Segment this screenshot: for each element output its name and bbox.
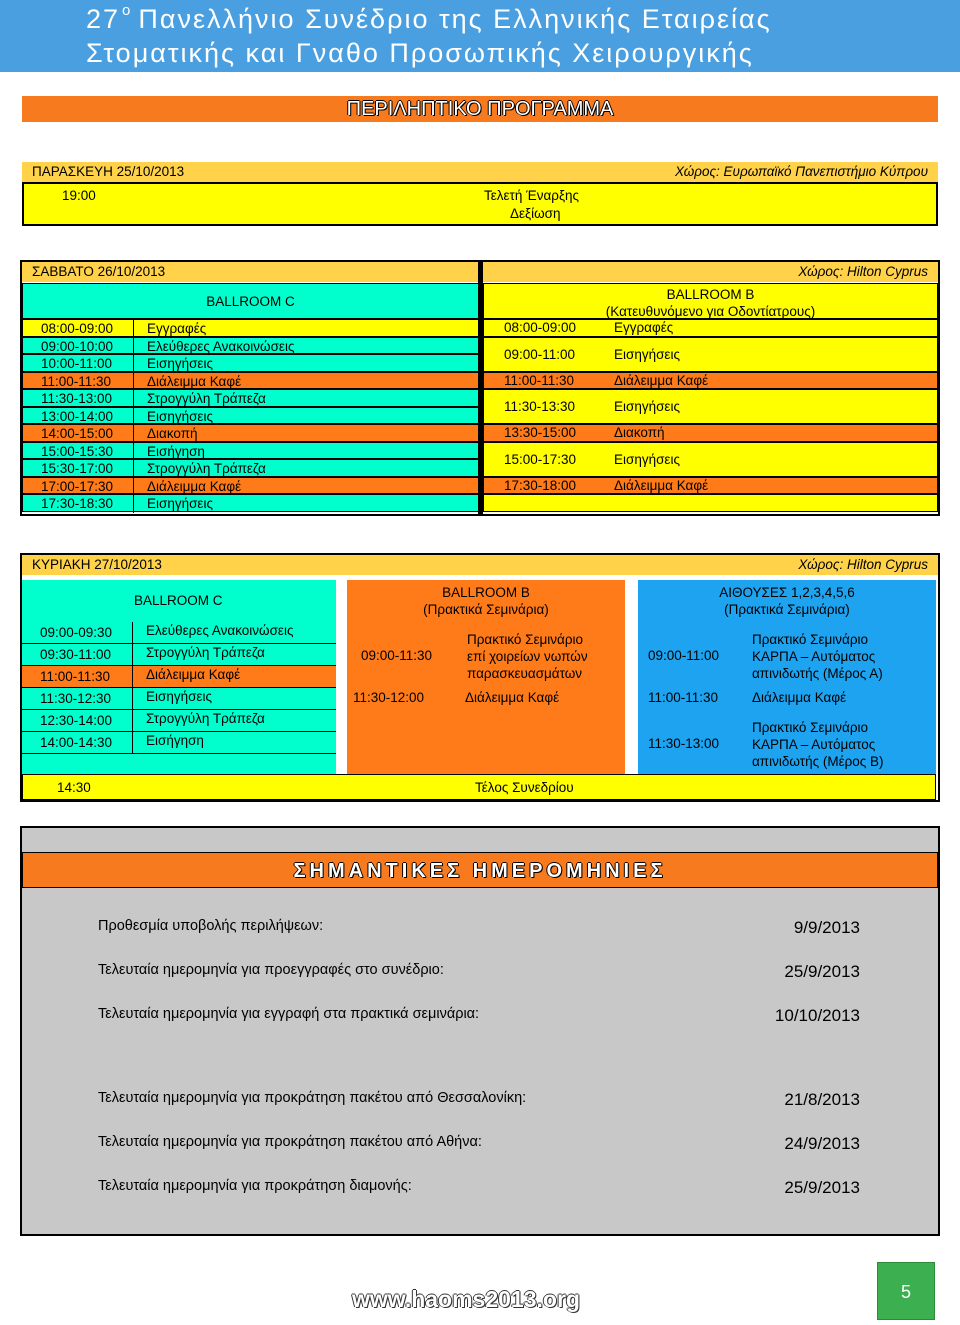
sunday-col2-time: 09:00-11:30 bbox=[361, 648, 433, 663]
sunday-col3-seminar2-line3: απινιδωτής (Μέρος Β) bbox=[752, 754, 884, 769]
deadline-date: 24/9/2013 bbox=[784, 1134, 860, 1153]
row-label: Διάλειμμα Καφέ bbox=[146, 667, 241, 682]
sunday-col2-break-time: 11:30-12:00 bbox=[353, 690, 425, 705]
row-label: Διάλειμμα Καφέ bbox=[147, 478, 242, 494]
row-time: 14:00-14:30 bbox=[40, 735, 113, 750]
sunday-frame bbox=[20, 553, 940, 802]
row-time: 10:00-11:00 bbox=[41, 356, 113, 371]
row-time: 17:30-18:30 bbox=[41, 496, 114, 511]
sunday-col2-seminar-line3: παρασκευασμάτων bbox=[467, 666, 583, 681]
row-time: 09:00-11:00 bbox=[504, 346, 576, 362]
deadline-label: Τελευταία ημερομηνία για προκράτηση πακέτου από Θεσσαλονίκη: bbox=[98, 1090, 527, 1106]
saturday-date: ΣΑΒΒΑΤΟ 26/10/2013 bbox=[32, 264, 166, 279]
friday-time: 19:00 bbox=[62, 188, 96, 203]
deadline-label: Τελευταία ημερομηνία για εγγραφή στα πρακτικά σεμινάρια: bbox=[98, 1006, 480, 1022]
row-time: 15:00-15:30 bbox=[41, 443, 114, 459]
row-time: 12:30-14:00 bbox=[40, 713, 113, 728]
sunday-col3-break-label: Διάλειμμα Καφέ bbox=[752, 690, 847, 705]
row-label: Ελεύθερες Ανακοινώσεις bbox=[147, 338, 295, 354]
row-time: 14:00-15:00 bbox=[41, 426, 114, 441]
row-label: Στρογγύλη Τράπεζα bbox=[147, 391, 266, 406]
row-time: 11:00-11:30 bbox=[41, 373, 112, 389]
row-time: 11:00-11:30 bbox=[504, 372, 575, 388]
sunday-col3-subtitle: (Πρακτικά Σεμινάρια) bbox=[724, 602, 850, 617]
sunday-ballroom-c-header: BALLROOM C bbox=[22, 580, 336, 622]
deadline-date: 25/9/2013 bbox=[784, 1178, 860, 1197]
sunday-col3-seminar1-line2: ΚΑΡΠΑ – Αυτόματος bbox=[752, 649, 876, 664]
row-label: Στρογγύλη Τράπεζα bbox=[147, 461, 266, 476]
row-time: 09:00-10:00 bbox=[41, 338, 114, 354]
row-label: Διάλειμμα Καφέ bbox=[614, 372, 709, 388]
deadline-date: 9/9/2013 bbox=[793, 918, 860, 937]
row-time: 13:00-14:00 bbox=[41, 408, 114, 424]
row-time: 08:00-09:00 bbox=[41, 321, 114, 336]
sunday-venue: Χώρος: Hilton Cyprus bbox=[798, 557, 928, 572]
row-label: Εισήγηση bbox=[147, 443, 205, 459]
sunday-end-time: 14:30 bbox=[57, 780, 91, 795]
ballroom-b-subtitle: (Κατευθυνόμενο για Οδοντίατρους) bbox=[605, 304, 816, 319]
sunday-date: ΚΥΡΙΑΚΗ 27/10/2013 bbox=[32, 557, 162, 572]
row-time: 11:30-12:30 bbox=[40, 691, 112, 706]
row-label: Εισήγηση bbox=[146, 733, 204, 748]
row-label: Εισηγήσεις bbox=[147, 408, 213, 424]
friday-date: ΠΑΡΑΣΚΕΥΗ 25/10/2013 bbox=[32, 164, 185, 179]
row-label: Εισηγήσεις bbox=[614, 346, 680, 362]
row-label: Διακοπή bbox=[147, 426, 198, 441]
banner-line-2: Στοματικής και Γναθο Προσωπικής Χειρουργικής bbox=[86, 38, 754, 68]
row-label: Διάλειμμα Καφέ bbox=[147, 373, 242, 389]
sunday-col3-seminar2-line1: Πρακτικό Σεμινάριο bbox=[752, 720, 869, 735]
sunday-col2-break-label: Διάλειμμα Καφέ bbox=[465, 690, 560, 705]
sunday-col2-seminar-line1: Πρακτικό Σεμινάριο bbox=[467, 632, 584, 647]
ballroom-b-title: BALLROOM B bbox=[666, 287, 755, 302]
deadline-label: Τελευταία ημερομηνία για προκράτηση διαμονής: bbox=[98, 1178, 412, 1194]
important-dates-title: ΣΗΜΑΝΤΙΚΕΣ ΗΜΕΡΟΜΗΝΙΕΣ bbox=[22, 852, 938, 888]
friday-header bbox=[22, 162, 938, 182]
row-label: Εγγραφές bbox=[147, 321, 207, 336]
row-label: Διάλειμμα Καφέ bbox=[614, 477, 709, 493]
sunday-col2-seminar-line2: επί χοιρείων νωπών bbox=[467, 649, 588, 664]
saturday-ballroom-c-header: BALLROOM C bbox=[22, 283, 479, 319]
page-number-badge: 5 bbox=[877, 1262, 935, 1320]
row-label: Εισηγήσεις bbox=[147, 496, 213, 511]
row-label: Ελεύθερες Ανακοινώσεις bbox=[146, 623, 294, 638]
row-time: 11:00-11:30 bbox=[40, 669, 111, 684]
row-time: 15:00-17:30 bbox=[504, 451, 577, 467]
row-time: 08:00-09:00 bbox=[504, 320, 577, 336]
saturday-frame bbox=[20, 260, 940, 516]
sunday-col3-break-time: 11:00-11:30 bbox=[648, 690, 719, 705]
sunday-col2-subtitle: (Πρακτικά Σεμινάρια) bbox=[423, 602, 549, 617]
deadline-label: Προθεσμία υποβολής περιλήψεων: bbox=[98, 918, 324, 934]
sunday-col3-time1: 09:00-11:00 bbox=[648, 648, 720, 663]
row-label: Διακοπή bbox=[614, 425, 665, 441]
deadline-date: 25/9/2013 bbox=[784, 962, 860, 981]
row-label: Εισηγήσεις bbox=[614, 451, 680, 467]
footer-website-link[interactable]: www.haoms2013.org bbox=[352, 1286, 580, 1312]
row-label: Εισηγήσεις bbox=[147, 356, 213, 371]
row-time: 11:30-13:30 bbox=[504, 399, 576, 414]
deadline-label: Τελευταία ημερομηνία για προκράτηση πακέτου από Αθήνα: bbox=[98, 1134, 482, 1150]
row-label: Εγγραφές bbox=[614, 320, 674, 336]
sunday-end-label: Τέλος Συνεδρίου bbox=[475, 780, 574, 795]
row-time: 17:30-18:00 bbox=[504, 477, 577, 493]
deadline-date: 21/8/2013 bbox=[784, 1090, 860, 1109]
friday-event-reception: Δεξίωση bbox=[510, 206, 561, 221]
row-label: Στρογγύλη Τράπεζα bbox=[146, 645, 265, 660]
row-time: 09:00-09:30 bbox=[40, 625, 113, 640]
row-time: 13:30-15:00 bbox=[504, 425, 577, 441]
sunday-col3-title: ΑΙΘΟΥΣΕΣ 1,2,3,4,5,6 bbox=[719, 585, 855, 600]
sunday-col3-seminar1-line1: Πρακτικό Σεμινάριο bbox=[752, 632, 869, 647]
sunday-col3-time2: 11:30-13:00 bbox=[648, 736, 720, 751]
banner-line-1: 27 $^o$ Πανελλήνιο Συνέδριο της Ελληνικής Εταιρείας bbox=[86, 2, 772, 34]
friday-event-opening: Τελετή Έναρξης bbox=[484, 188, 580, 203]
deadline-label: Τελευταία ημερομηνία για προεγγραφές στο συνέδριο: bbox=[98, 962, 444, 978]
conference-banner bbox=[0, 0, 960, 72]
friday-venue: Χώρος: Ευρωπαϊκό Πανεπιστήμιο Κύπρου bbox=[674, 164, 928, 179]
program-title: ΠΕΡΙΛΗΠΤΙΚΟ ΠΡΟΓΡΑΜΜΑ bbox=[22, 96, 938, 122]
sunday-col3-seminar2-line2: ΚΑΡΠΑ – Αυτόματος bbox=[752, 737, 876, 752]
row-label: Εισηγήσεις bbox=[614, 399, 680, 414]
row-time: 15:30-17:00 bbox=[41, 461, 114, 476]
sunday-col3-seminar1-line3: απινιδωτής (Μέρος Α) bbox=[752, 666, 883, 681]
deadline-date: 10/10/2013 bbox=[774, 1006, 860, 1025]
friday-event-row bbox=[22, 182, 938, 226]
row-time: 17:00-17:30 bbox=[41, 478, 114, 494]
row-label: Στρογγύλη Τράπεζα bbox=[146, 711, 265, 726]
row-time: 11:30-13:00 bbox=[41, 391, 113, 406]
sunday-col2-title: BALLROOM B bbox=[442, 585, 530, 600]
row-time: 09:30-11:00 bbox=[40, 647, 112, 662]
saturday-venue: Χώρος: Hilton Cyprus bbox=[798, 264, 928, 279]
row-label: Εισηγήσεις bbox=[146, 689, 212, 704]
